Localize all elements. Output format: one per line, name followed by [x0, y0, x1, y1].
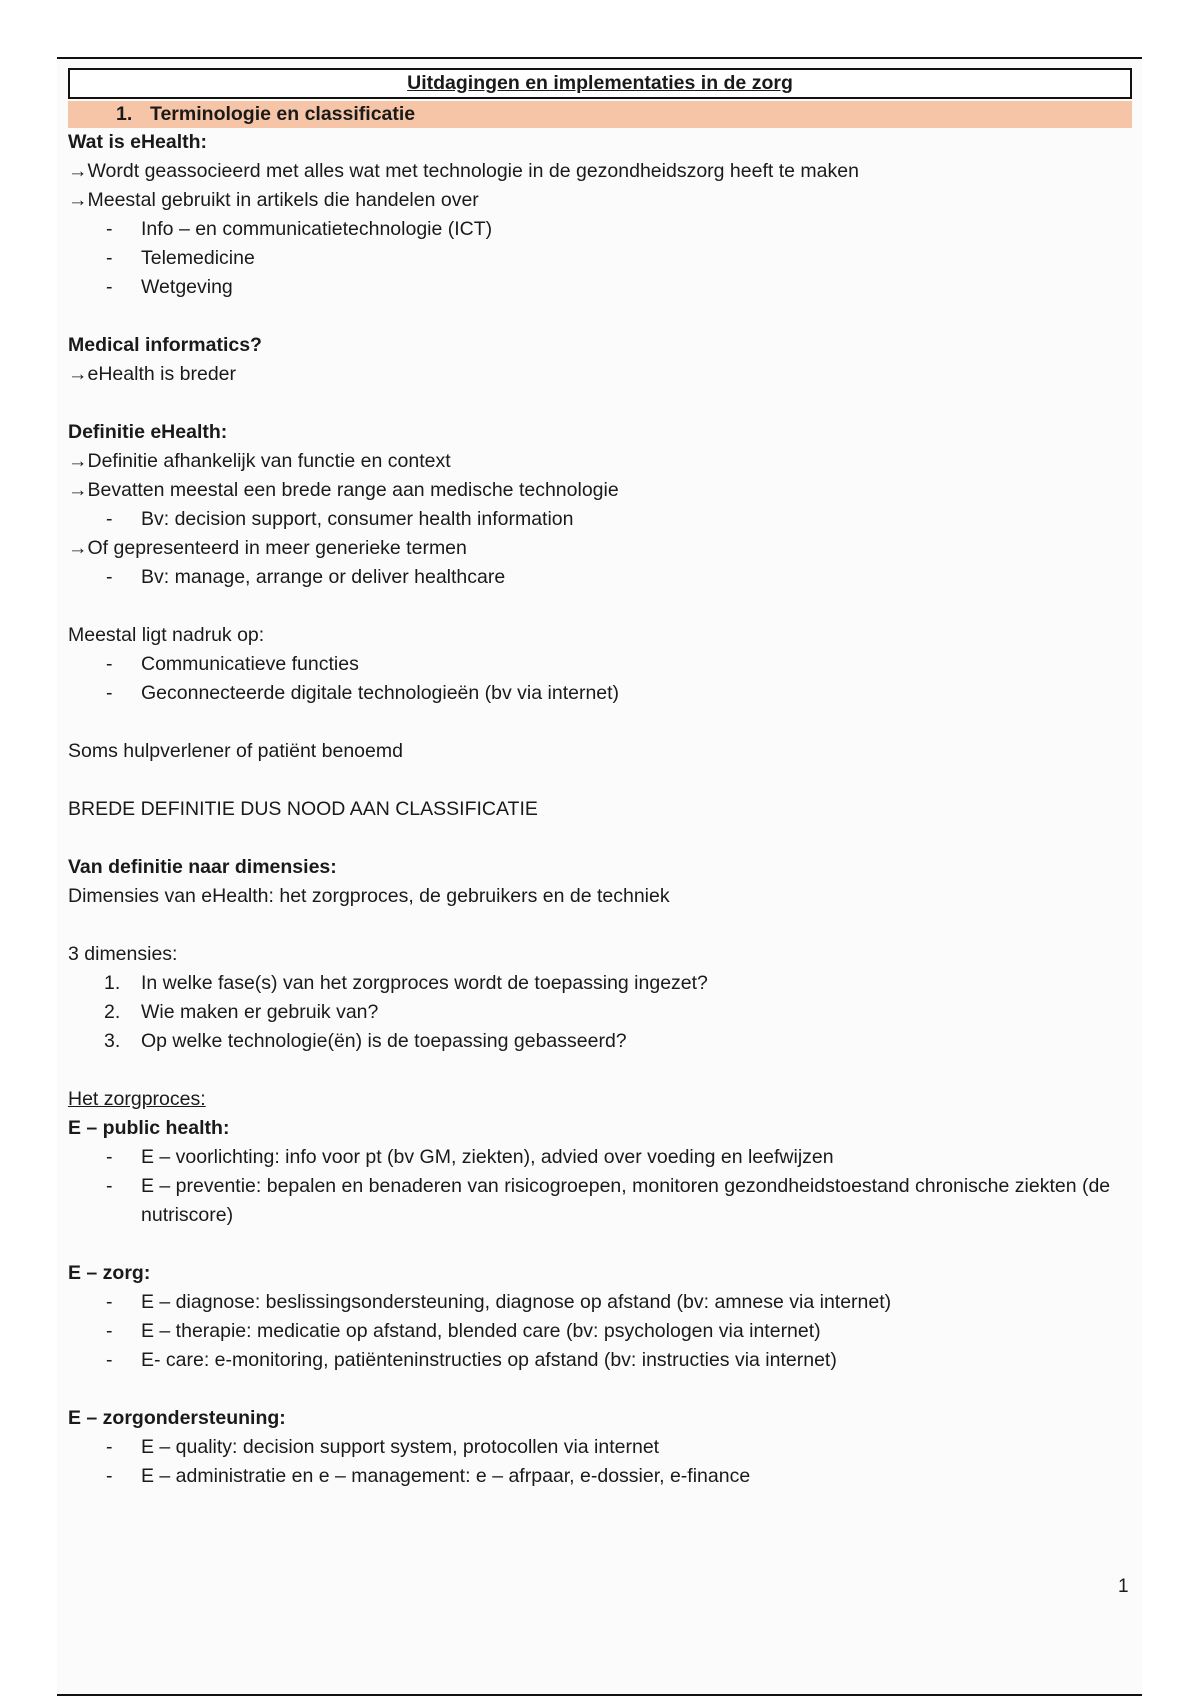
dimensies-intro: 3 dimensies:: [68, 943, 178, 965]
list-item: - E – therapie: medicatie op afstand, blended care (bv: psychologen via internet): [106, 1320, 821, 1342]
definitie-heading: Definitie eHealth:: [68, 421, 228, 443]
section-number: 1.: [116, 103, 133, 125]
list-item: - Bv: manage, arrange or deliver healthcare: [106, 566, 506, 588]
medical-arrow: →eHealth is breder: [68, 363, 236, 385]
section-title: Terminologie en classificatie: [150, 103, 416, 125]
page-number: 1: [1118, 1576, 1129, 1597]
ehealth-arrow-2: →Meestal gebruikt in artikels die handelen over: [68, 189, 479, 211]
dimensies-text: Dimensies van eHealth: het zorgproces, de gebruikers en de techniek: [68, 885, 670, 907]
zorg-heading: E – zorg:: [68, 1262, 151, 1284]
top-rule: [57, 57, 1142, 59]
dimensies-heading: Van definitie naar dimensies:: [68, 856, 337, 878]
definitie-arrow-3: →Of gepresenteerd in meer generieke termen: [68, 537, 467, 559]
list-item: - Communicatieve functies: [106, 653, 359, 675]
nadruk-intro: Meestal ligt nadruk op:: [68, 624, 265, 646]
list-item: 1. In welke fase(s) van het zorgproces wordt de toepassing ingezet?: [104, 972, 708, 994]
list-item: - Wetgeving: [106, 276, 233, 298]
bottom-rule: [57, 1694, 1142, 1696]
brede-text: BREDE DEFINITIE DUS NOOD AAN CLASSIFICATIE: [68, 798, 538, 820]
list-item: - Bv: decision support, consumer health information: [106, 508, 574, 530]
zorgondersteuning-heading: E – zorgondersteuning:: [68, 1407, 286, 1429]
list-item: - E – quality: decision support system, protocollen via internet: [106, 1436, 660, 1458]
section-heading: [68, 101, 1132, 128]
list-item: - Telemedicine: [106, 247, 255, 269]
medical-heading: Medical informatics?: [68, 334, 262, 356]
soms-text: Soms hulpverlener of patiënt benoemd: [68, 740, 403, 762]
definitie-arrow-1: →Definitie afhankelijk van functie en context: [68, 450, 451, 472]
list-item: 3. Op welke technologie(ën) is de toepassing gebasseerd?: [104, 1030, 627, 1052]
zorgproces-heading: Het zorgproces:: [68, 1088, 206, 1110]
list-item: - E – voorlichting: info voor pt (bv GM, ziekten), advied over voeding en leefwijzen: [106, 1146, 834, 1168]
list-item: - Info – en communicatietechnologie (ICT): [106, 218, 493, 240]
list-item: - Geconnecteerde digitale technologieën (bv via internet): [106, 682, 620, 704]
document-title: Uitdagingen en implementaties in de zorg: [68, 68, 1132, 99]
definitie-arrow-2: →Bevatten meestal een brede range aan medische technologie: [68, 479, 619, 501]
public-health-heading: E – public health:: [68, 1117, 230, 1139]
list-item: - E – administratie en e – management: e – afrpaar, e-dossier, e-finance: [106, 1465, 751, 1487]
document-content: [68, 68, 1132, 1491]
list-item: - E- care: e-monitoring, patiënteninstructies op afstand (bv: instructies via internet): [106, 1349, 837, 1371]
list-item: - E – diagnose: beslissingsondersteuning, diagnose op afstand (bv: amnese via internet): [106, 1291, 892, 1313]
list-item: - E – preventie: bepalen en benaderen van risicogroepen, monitoren gezondheidstoestand chronische ziekten (de nutriscore): [106, 1175, 1111, 1226]
ehealth-arrow-1: →Wordt geassocieerd met alles wat met technologie in de gezondheidszorg heeft te maken: [68, 160, 859, 182]
list-item: 2. Wie maken er gebruik van?: [104, 1001, 379, 1023]
ehealth-heading: Wat is eHealth:: [68, 131, 208, 153]
